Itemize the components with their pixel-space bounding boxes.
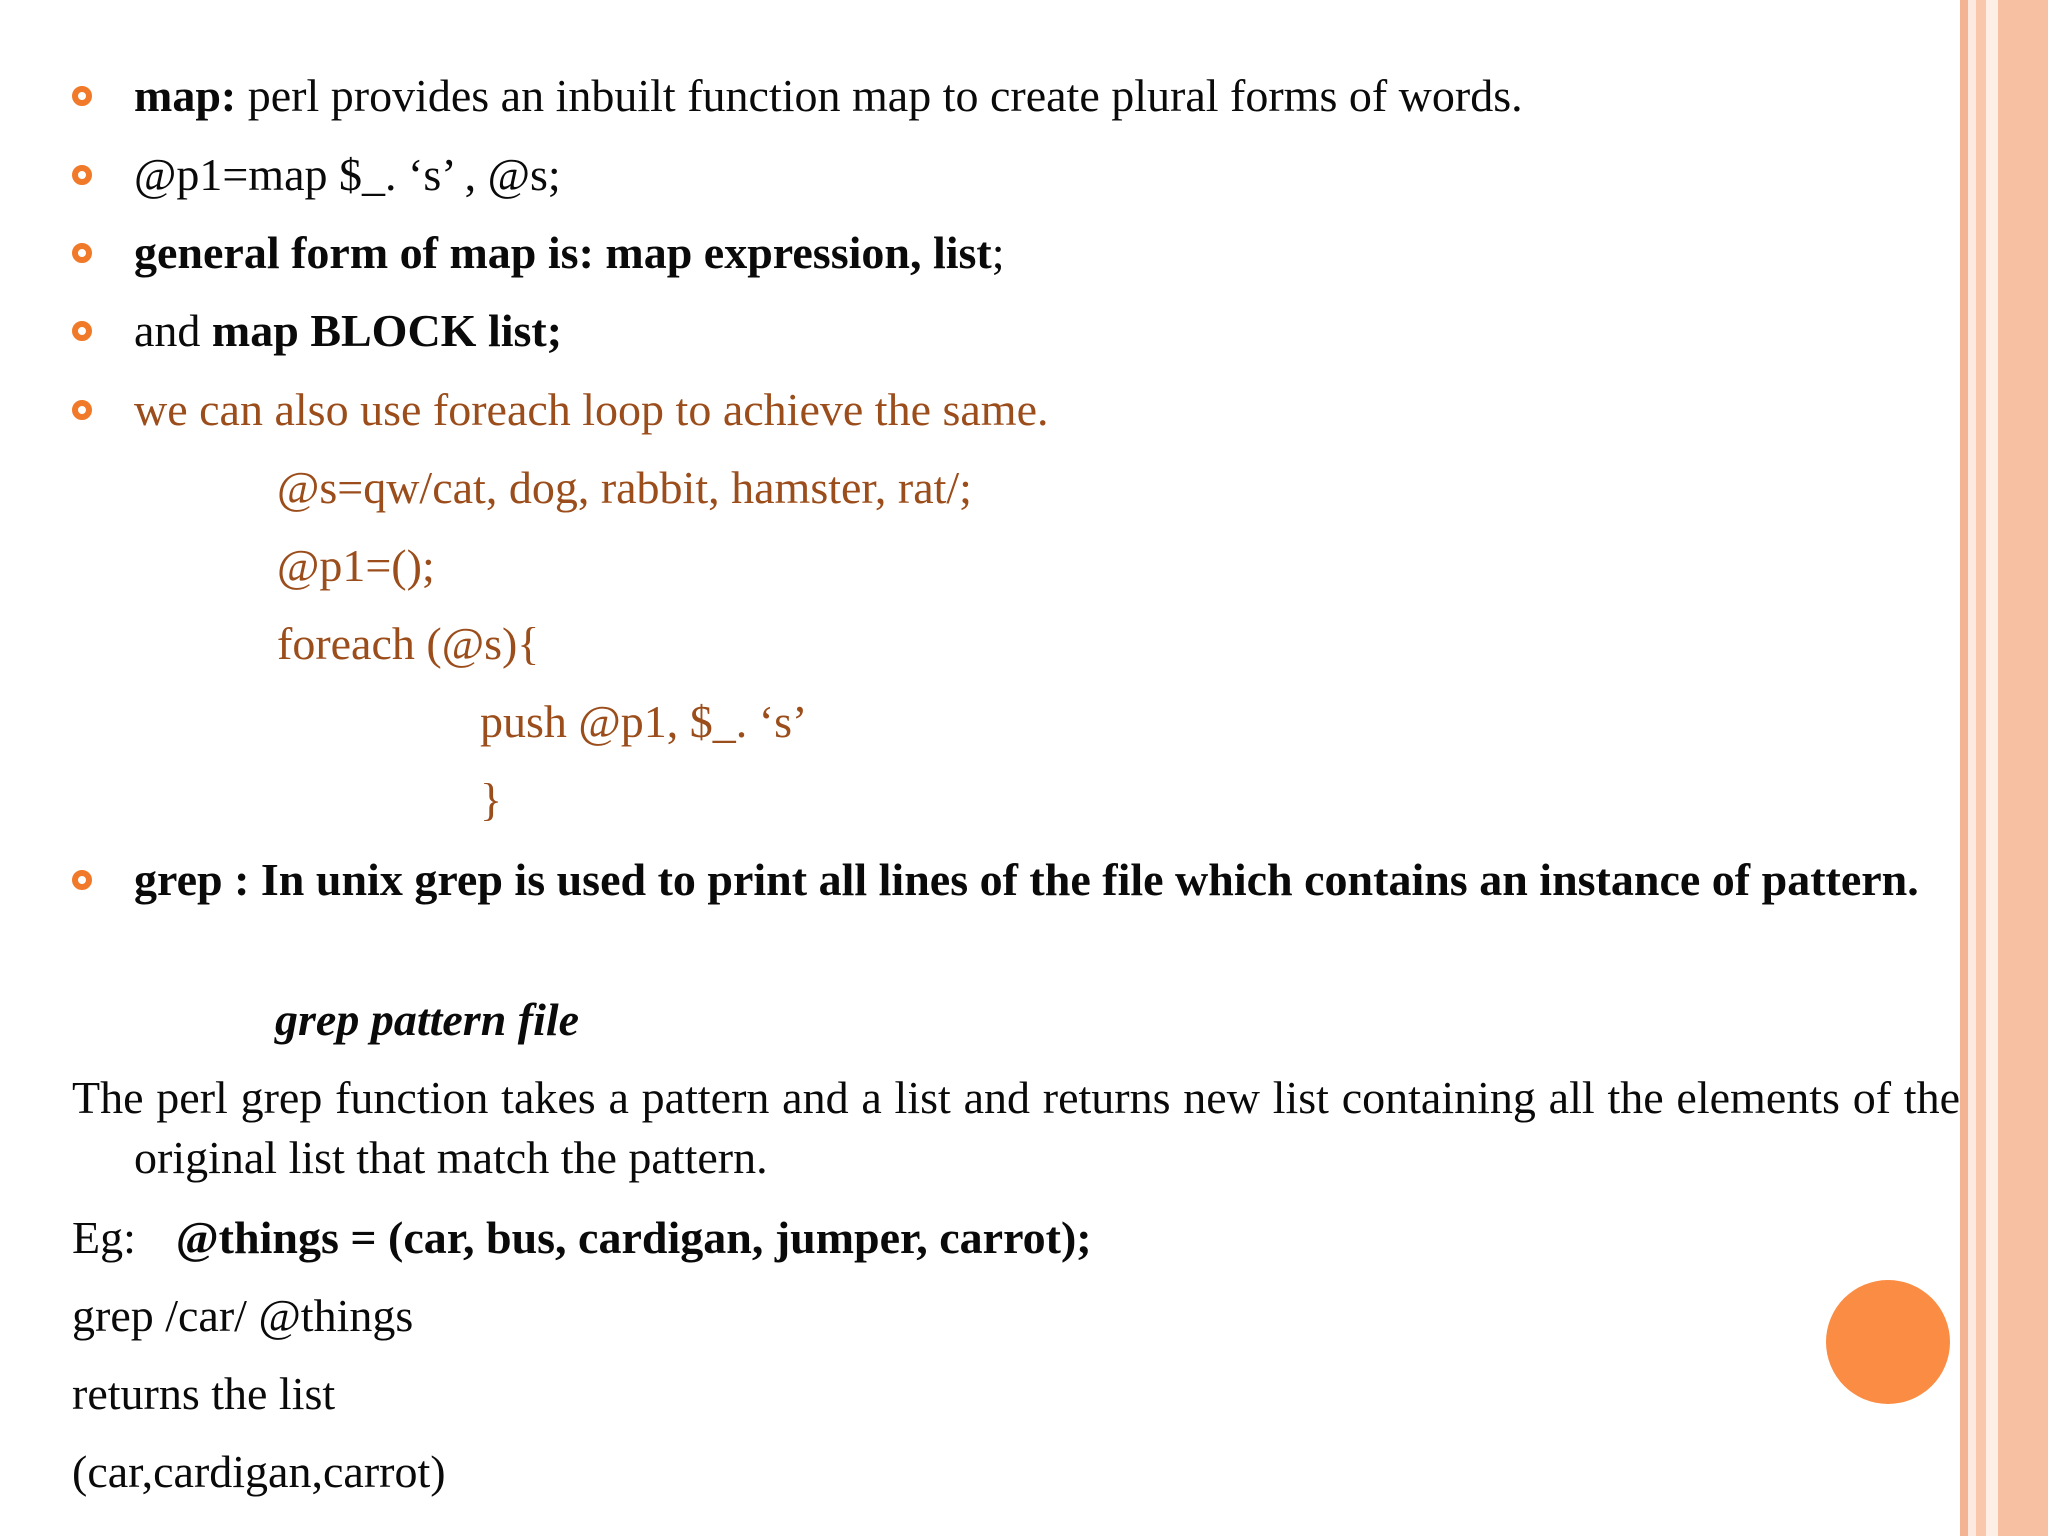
code-line: } xyxy=(480,774,503,825)
code-line: @s=qw/cat, dog, rabbit, hamster, rat/; xyxy=(277,462,972,513)
item-map xyxy=(134,66,1523,126)
decorative-stripe xyxy=(1986,0,1998,1536)
example-label: Eg: xyxy=(72,1212,136,1263)
grep-usage: grep pattern file xyxy=(275,994,580,1045)
bullet-icon xyxy=(72,243,92,263)
grep-description: The perl grep function takes a pattern and a list and returns new list containing all the elements of the original list that match the pattern. xyxy=(72,1072,1960,1183)
decorative-circle xyxy=(1826,1280,1950,1404)
code-line: foreach (@s){ xyxy=(277,618,540,669)
item-map-text: perl provides an inbuilt function map to create plural forms of words. xyxy=(236,70,1523,121)
item-general-form-bold: general form of map is: map expression, list xyxy=(134,227,992,278)
item-map-block-bold: map BLOCK list; xyxy=(211,305,563,356)
item-map-example: @p1=map $_. ‘s’ , @s; xyxy=(134,149,561,200)
decorative-stripe xyxy=(1976,0,1986,1536)
decorative-stripe xyxy=(1960,0,1968,1536)
item-map-block-text: and xyxy=(134,305,212,356)
item-general-form xyxy=(134,223,1005,283)
bullet-icon xyxy=(72,400,92,420)
result-list: (car,cardigan,carrot) xyxy=(72,1446,446,1497)
grep-call: grep /car/ @things xyxy=(72,1290,414,1341)
item-grep: grep : In unix grep is used to print all lines of the file which contains an instance of pattern. xyxy=(134,854,1919,905)
bullet-icon xyxy=(72,165,92,185)
item-general-form-tail: ; xyxy=(991,227,1005,278)
decorative-stripe xyxy=(1968,0,1976,1536)
code-line: push @p1, $_. ‘s’ xyxy=(480,696,808,747)
bullet-icon xyxy=(72,870,92,890)
bullet-icon xyxy=(72,86,92,106)
code-line: @p1=(); xyxy=(277,540,435,591)
item-foreach: we can also use foreach loop to achieve the same. xyxy=(134,384,1049,435)
item-map-block xyxy=(134,301,562,361)
returns-text: returns the list xyxy=(72,1368,336,1419)
example-code: @things = (car, bus, cardigan, jumper, carrot); xyxy=(175,1212,1092,1263)
decorative-stripe xyxy=(1998,0,2048,1536)
item-map-keyword: map: xyxy=(134,70,237,121)
example-line xyxy=(72,1208,1092,1268)
bullet-icon xyxy=(72,321,92,341)
